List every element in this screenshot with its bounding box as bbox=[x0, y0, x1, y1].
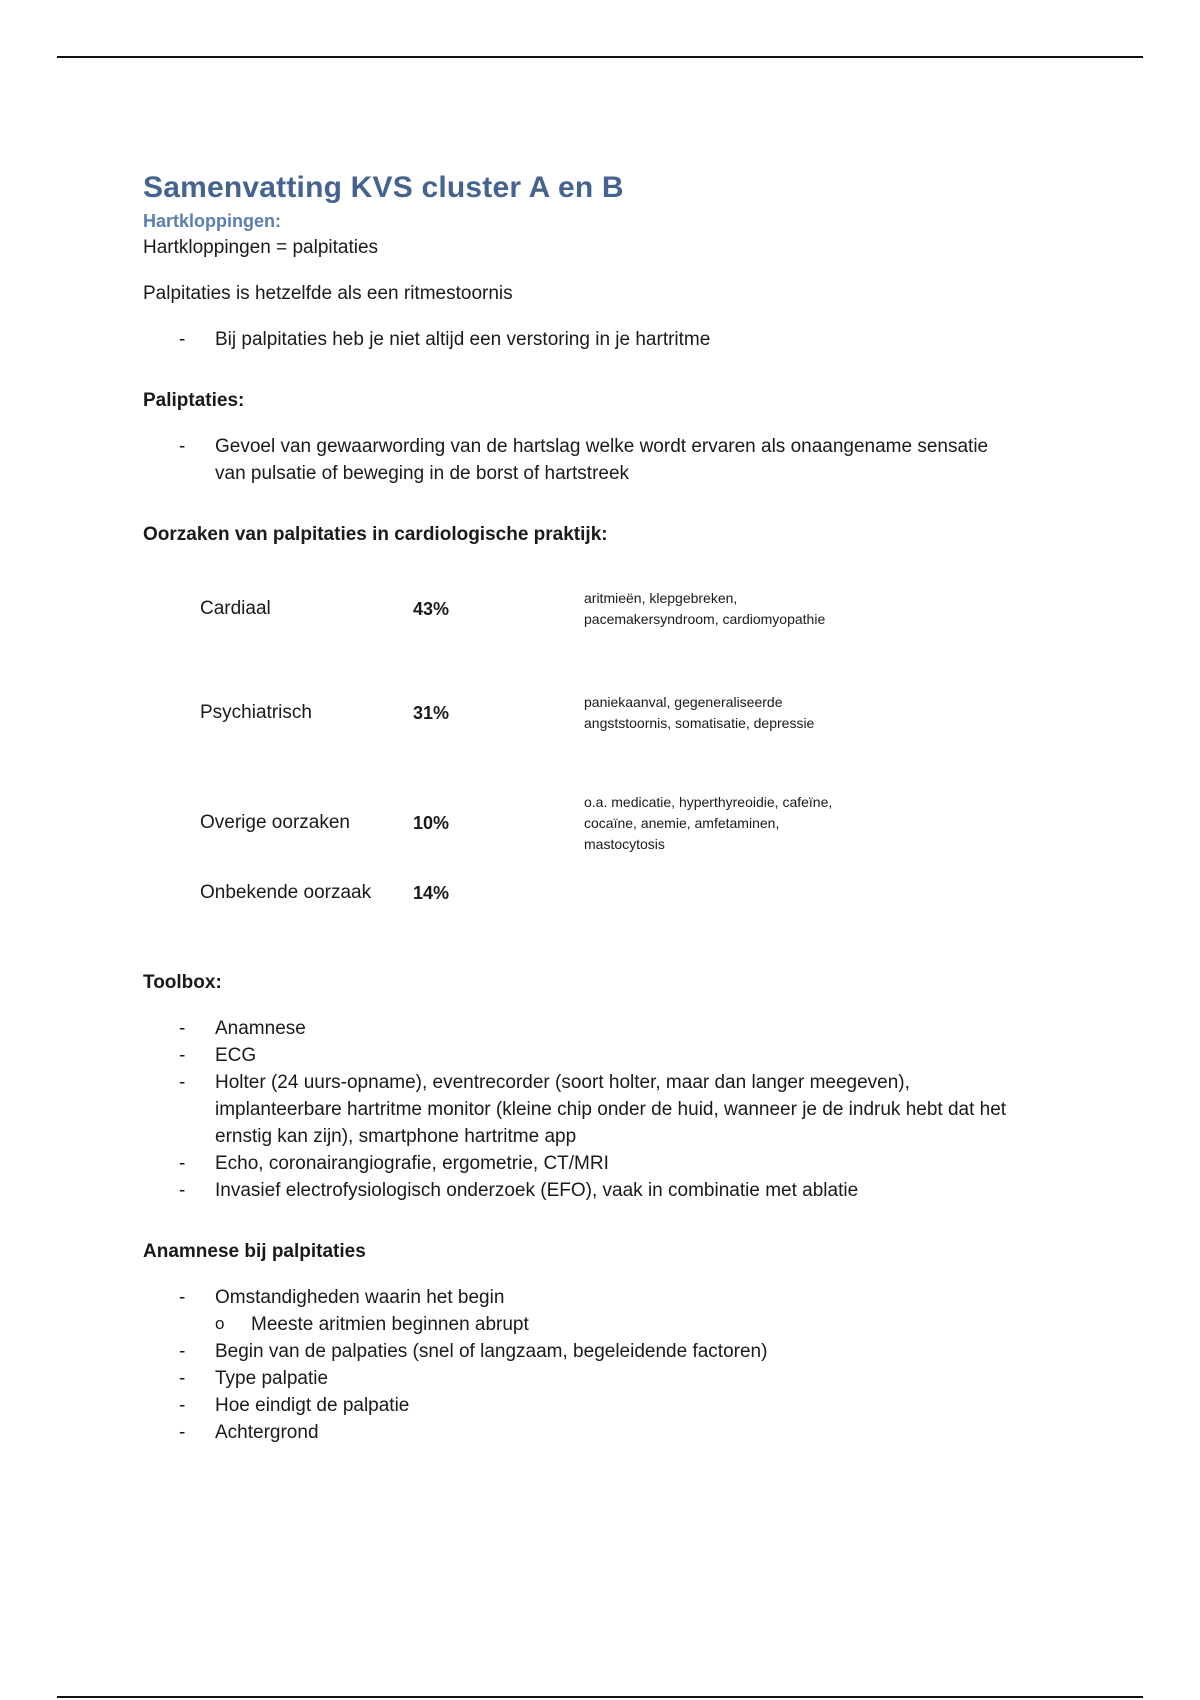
list-item: - Omstandigheden waarin het begin bbox=[143, 1284, 1073, 1311]
cause-name: Psychiatrisch bbox=[200, 702, 312, 723]
list-item: - Gevoel van gewaarwording van de hartslag welke wordt ervaren als onaangename sensatie van pulsatie of beweging in de borst of hartstreek bbox=[143, 433, 1073, 487]
list-item: - Holter (24 uurs-opname), eventrecorder (soort holter, maar dan langer meegeven), implanteerbare hartritme monitor (kleine chip onder de huid, wanneer je de indruk hebt dat het ernstig kan zijn), smartphone hartritme app bbox=[143, 1069, 1073, 1150]
cause-row-psychiatrisch bbox=[200, 681, 920, 745]
list-item: - Invasief electrofysiologisch onderzoek (EFO), vaak in combinatie met ablatie bbox=[143, 1177, 1073, 1204]
anamnese-sub-list bbox=[179, 1311, 1073, 1338]
toolbox-heading: Toolbox: bbox=[143, 972, 222, 993]
anamnese-bullet-list bbox=[143, 1284, 1073, 1311]
list-item: - Type palpatie bbox=[143, 1365, 1073, 1392]
document-title: Samenvatting KVS cluster A en B bbox=[143, 171, 624, 204]
list-item: - Anamnese bbox=[143, 1015, 1073, 1042]
cause-percentage: 14% bbox=[413, 882, 450, 903]
intro-line-1: Hartkloppingen = palpitaties bbox=[143, 237, 379, 258]
toolbox-bullet-list bbox=[143, 1015, 1073, 1204]
list-item: - Begin van de palpaties (snel of langzaam, begeleidende factoren) bbox=[143, 1338, 1073, 1365]
definition-heading: Paliptaties: bbox=[143, 390, 245, 411]
list-item: - ECG bbox=[143, 1042, 1073, 1069]
intro-line-2: Palpitaties is hetzelfde als een ritmestoornis bbox=[143, 283, 513, 304]
cause-note: aritmieën, klepgebreken, pacemakersyndroom, cardiomyopathie bbox=[584, 590, 826, 627]
list-item: - Bij palpitaties heb je niet altijd een verstoring in je hartritme bbox=[143, 326, 1073, 353]
cause-note: paniekaanval, gegeneraliseerde angststoornis, somatisatie, depressie bbox=[584, 694, 815, 731]
cause-percentage: 10% bbox=[413, 812, 450, 833]
cause-name: Cardiaal bbox=[200, 598, 271, 619]
header-rule bbox=[57, 56, 1143, 58]
list-item: - Echo, coronairangiografie, ergometrie, CT/MRI bbox=[143, 1150, 1073, 1177]
document-subtitle: Hartkloppingen: bbox=[143, 211, 281, 231]
causes-table bbox=[200, 577, 920, 907]
cause-percentage: 31% bbox=[413, 702, 450, 723]
cause-name: Onbekende oorzaak bbox=[200, 882, 372, 903]
causes-heading: Oorzaken van palpitaties in cardiologische praktijk: bbox=[143, 524, 608, 545]
list-item: - Hoe eindigt de palpatie bbox=[143, 1392, 1073, 1419]
cause-name: Overige oorzaken bbox=[200, 812, 350, 833]
cause-row-cardiaal bbox=[200, 577, 920, 641]
cause-percentage: 43% bbox=[413, 598, 450, 619]
anamnese-bullet-list-rest bbox=[143, 1338, 1073, 1446]
cause-row-onbekend bbox=[200, 879, 920, 907]
cause-note: o.a. medicatie, hyperthyreoidie, cafeïne, cocaïne, anemie, amfetaminen, mastocytosis bbox=[584, 793, 833, 852]
anamnese-heading: Anamnese bij palpitaties bbox=[143, 1241, 366, 1262]
sub-list-item: o Meeste aritmien beginnen abrupt bbox=[179, 1311, 1073, 1338]
list-item: - Achtergrond bbox=[143, 1419, 1073, 1446]
definition-bullet-list bbox=[143, 433, 1073, 487]
intro-bullet-list bbox=[143, 326, 1073, 353]
cause-row-overige bbox=[200, 791, 920, 855]
document-page bbox=[143, 168, 1073, 1446]
footer-rule bbox=[57, 1696, 1143, 1698]
